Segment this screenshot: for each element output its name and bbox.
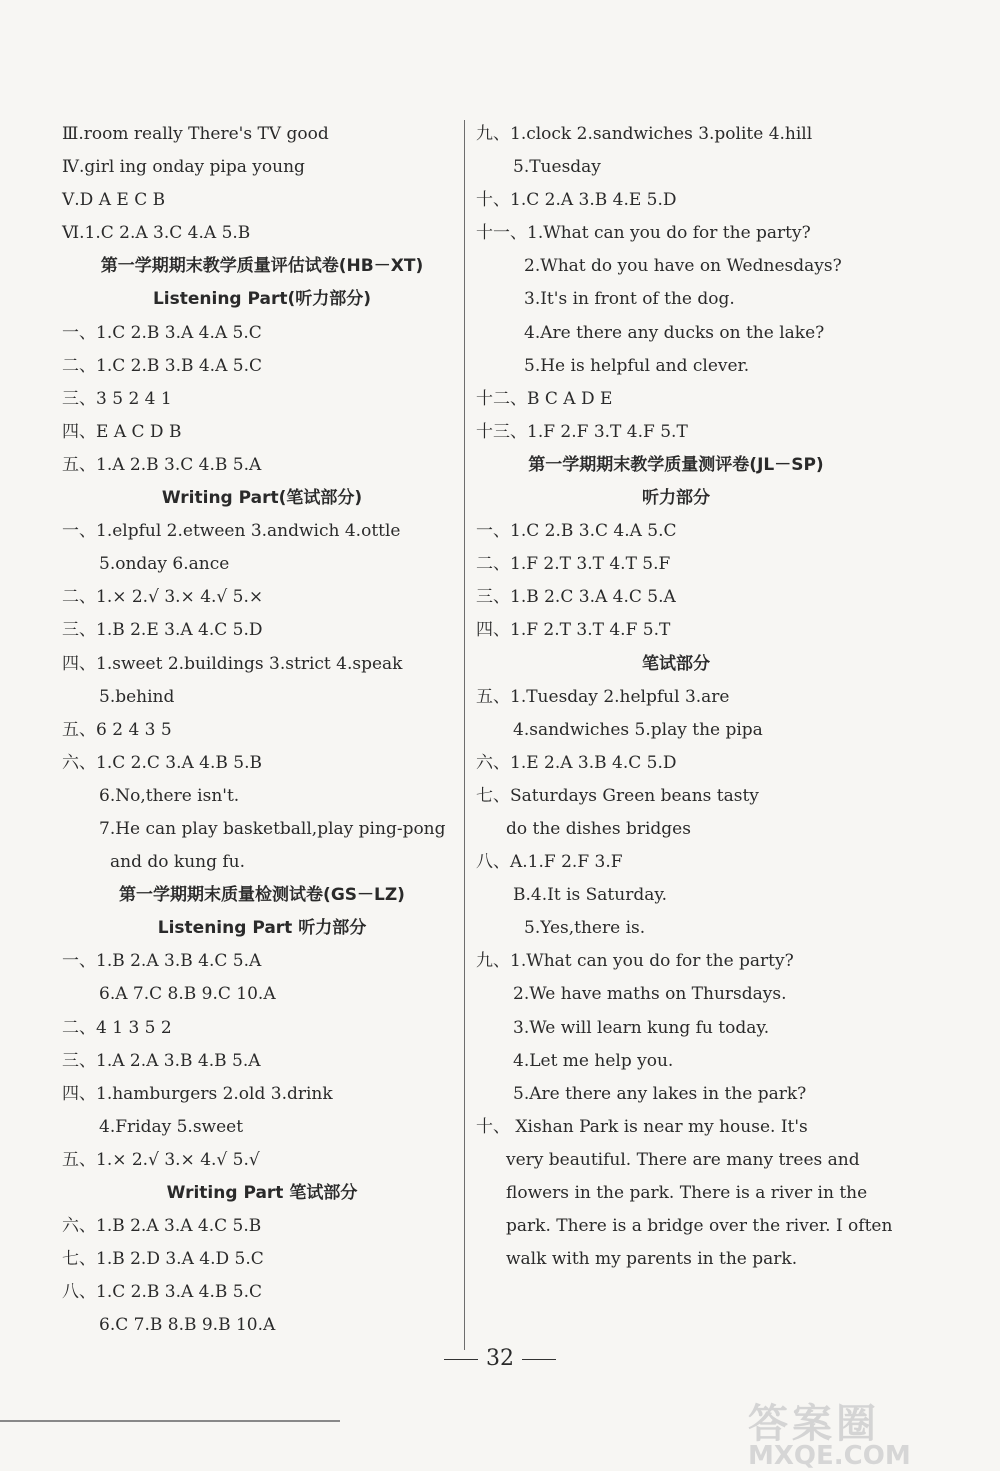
left-answer-line: 五、1.× 2.√ 3.× 4.√ 5.√ xyxy=(62,1149,260,1170)
right-answer-column xyxy=(476,118,893,1276)
left-answer-line: 6.C 7.B 8.B 9.B 10.A xyxy=(99,1315,276,1336)
right-answer-line: 一、1.C 2.B 3.C 4.A 5.C xyxy=(476,521,677,542)
left-answer-line: 六、1.B 2.A 3.A 4.C 5.B xyxy=(62,1216,262,1237)
right-answer-line: 5.He is helpful and clever. xyxy=(524,355,750,376)
left-answer-line: 一、1.B 2.A 3.B 4.C 5.A xyxy=(62,951,262,972)
left-answer-line: 三、3 5 2 4 1 xyxy=(62,388,172,409)
right-answer-line: 十二、B C A D E xyxy=(476,388,613,409)
left-answer-line: 七、1.B 2.D 3.A 4.D 5.C xyxy=(62,1249,264,1270)
left-answer-line: 二、1.C 2.B 3.B 4.A 5.C xyxy=(62,355,262,376)
right-answer-line: 九、1.What can you do for the party? xyxy=(476,951,794,972)
watermark-en: MXQE.COM xyxy=(748,1441,911,1471)
right-answer-line: 4.sandwiches 5.play the pipa xyxy=(513,719,763,740)
left-answer-line: and do kung fu. xyxy=(110,852,246,873)
right-answer-line: 九、1.clock 2.sandwiches 3.polite 4.hill xyxy=(476,124,813,144)
left-answer-line: 一、1.C 2.B 3.A 4.A 5.C xyxy=(62,322,262,343)
right-answer-line: 五、1.Tuesday 2.helpful 3.are xyxy=(476,686,730,707)
left-answer-line: Ⅴ.D A E C B xyxy=(62,190,166,211)
left-answer-line: 5.onday 6.ance xyxy=(99,554,230,575)
left-section-heading: Writing Part(笔试部分) xyxy=(161,488,363,509)
right-answer-line: 十一、1.What can you do for the party? xyxy=(476,223,811,244)
left-answer-line: 六、1.C 2.C 3.A 4.B 5.B xyxy=(62,752,262,773)
right-section-heading: 第一学期期末教学质量测评卷(JL－SP) xyxy=(528,454,824,475)
right-answer-line: walk with my parents in the park. xyxy=(506,1249,798,1270)
watermark-logo xyxy=(748,1392,978,1470)
left-section-heading: 第一学期期末教学质量评估试卷(HB－XT) xyxy=(100,256,424,277)
right-answer-line: 二、1.F 2.T 3.T 4.T 5.F xyxy=(476,554,671,575)
left-answer-line: Ⅲ.room really There's TV good xyxy=(62,124,329,144)
left-answer-line: Ⅳ.girl ing onday pipa young xyxy=(62,157,305,178)
right-answer-line: flowers in the park. There is a river in the xyxy=(506,1183,868,1203)
left-answer-column xyxy=(62,118,462,1342)
right-section-heading: 笔试部分 xyxy=(642,653,710,674)
page-number-dash-left xyxy=(444,1359,478,1360)
left-answer-line: 三、1.A 2.A 3.B 4.B 5.A xyxy=(62,1050,261,1071)
right-answer-line: 六、1.E 2.A 3.B 4.C 5.D xyxy=(476,752,677,773)
right-answer-line: 3.We will learn kung fu today. xyxy=(513,1017,770,1038)
right-answer-line: 七、Saturdays Green beans tasty xyxy=(476,785,759,806)
page-number-dash-right xyxy=(522,1359,556,1360)
left-answer-line: 7.He can play basketball,play ping-pong xyxy=(99,818,446,839)
left-section-heading: Listening Part 听力部分 xyxy=(157,918,367,939)
right-answer-line: 十三、1.F 2.F 3.T 4.F 5.T xyxy=(476,421,688,442)
right-answer-line: 四、1.F 2.T 3.T 4.F 5.T xyxy=(476,620,671,641)
right-answer-line: very beautiful. There are many trees and xyxy=(506,1149,860,1170)
right-answer-line: 2.We have maths on Thursdays. xyxy=(513,984,787,1005)
column-divider xyxy=(464,120,465,1350)
left-answer-line: 五、6 2 4 3 5 xyxy=(62,719,172,740)
left-answer-line: 二、1.× 2.√ 3.× 4.√ 5.× xyxy=(62,587,264,608)
left-answer-line: 五、1.A 2.B 3.C 4.B 5.A xyxy=(62,454,262,475)
page-number xyxy=(0,1346,1000,1371)
left-answer-line: 一、1.elpful 2.etween 3.andwich 4.ottle xyxy=(62,521,401,542)
left-section-heading: 第一学期期末质量检测试卷(GS－LZ) xyxy=(119,885,405,906)
right-answer-line: 4.Are there any ducks on the lake? xyxy=(524,322,825,343)
right-answer-line: 4.Let me help you. xyxy=(513,1050,674,1071)
right-section-heading: 听力部分 xyxy=(642,488,710,509)
left-answer-line: 四、E A C D B xyxy=(62,421,182,442)
left-section-heading: Listening Part(听力部分) xyxy=(152,289,372,310)
right-answer-line: B.4.It is Saturday. xyxy=(513,885,668,906)
watermark-cn: 答案圈 xyxy=(748,1401,880,1447)
left-section-heading: Writing Part 笔试部分 xyxy=(166,1183,358,1203)
left-answer-line: 4.Friday 5.sweet xyxy=(99,1116,244,1137)
right-answer-line: 十、1.C 2.A 3.B 4.E 5.D xyxy=(476,190,677,211)
right-answer-line: 5.Are there any lakes in the park? xyxy=(513,1083,807,1104)
left-answer-line: 三、1.B 2.E 3.A 4.C 5.D xyxy=(62,620,263,641)
left-answer-line: 四、1.hamburgers 2.old 3.drink xyxy=(62,1083,333,1104)
right-answer-line: do the dishes bridges xyxy=(506,818,691,839)
left-answer-line: 八、1.C 2.B 3.A 4.B 5.C xyxy=(62,1282,262,1303)
right-answer-line: 3.It's in front of the dog. xyxy=(524,289,735,310)
footer-rule xyxy=(0,1420,340,1422)
right-answer-line: 5.Yes,there is. xyxy=(524,918,646,939)
page-number-text: 32 xyxy=(486,1346,514,1371)
left-answer-line: Ⅵ.1.C 2.A 3.C 4.A 5.B xyxy=(62,223,251,244)
right-answer-line: 三、1.B 2.C 3.A 4.C 5.A xyxy=(476,587,676,608)
right-answer-line: 2.What do you have on Wednesdays? xyxy=(524,256,842,277)
right-answer-line: 5.Tuesday xyxy=(513,157,601,178)
left-answer-line: 二、4 1 3 5 2 xyxy=(62,1017,172,1038)
left-answer-line: 5.behind xyxy=(99,686,175,707)
left-answer-line: 6.No,there isn't. xyxy=(99,785,240,806)
right-answer-line: 八、A.1.F 2.F 3.F xyxy=(476,852,623,873)
right-answer-line: 十、 Xishan Park is near my house. It's xyxy=(476,1116,808,1137)
right-answer-line: park. There is a bridge over the river. I often xyxy=(506,1216,893,1237)
left-answer-line: 四、1.sweet 2.buildings 3.strict 4.speak xyxy=(62,653,403,674)
left-answer-line: 6.A 7.C 8.B 9.C 10.A xyxy=(99,984,276,1005)
